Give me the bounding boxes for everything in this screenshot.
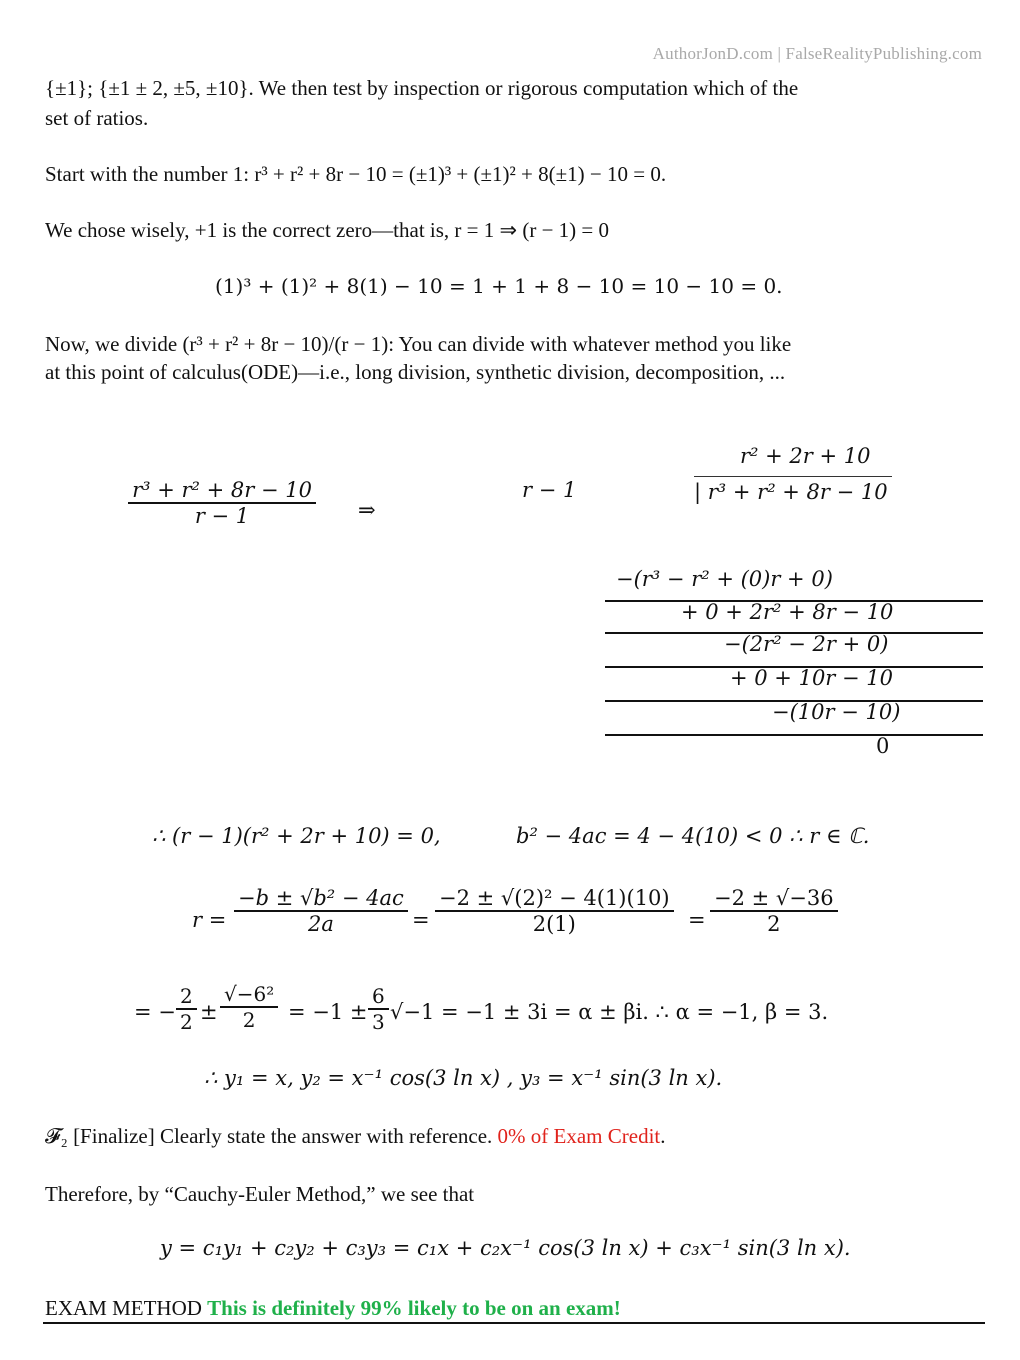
plus-minus: ± xyxy=(200,1000,218,1024)
division-step: + 0 + 2r² + 8r − 10 xyxy=(681,600,894,624)
frac-c-den: 3 xyxy=(372,1010,385,1034)
divide-line-1: Now, we divide (r³ + r² + 8r − 10)/(r − 1): You can divide with whatever method you like xyxy=(45,332,792,356)
division-fraction xyxy=(128,478,316,528)
quadratic-numerator-2: −2 ± √(2)² − 4(1)(10) xyxy=(435,886,674,912)
quadratic-numerator-3: −2 ± √−36 xyxy=(710,886,838,912)
frac-c-num: 6 xyxy=(368,984,389,1010)
page-header: AuthorJonD.com | FalseRealityPublishing.com xyxy=(652,44,982,63)
general-solution: y = c₁y₁ + c₂y₂ + c₃y₃ = c₁x + c₂x⁻¹ cos(3 ln x) + c₃x⁻¹ sin(3 ln x). xyxy=(160,1236,851,1260)
division-step: −(10r − 10) xyxy=(772,700,901,724)
division-step: −(2r² − 2r + 0) xyxy=(724,632,889,656)
frac-b-num: √−6² xyxy=(220,982,278,1008)
simplify-fraction-b xyxy=(220,982,278,1032)
exam-credit: 0% of Exam Credit xyxy=(497,1124,661,1148)
quotient-bar xyxy=(694,476,892,477)
quotient: r² + 2r + 10 xyxy=(740,444,871,468)
fraction-denominator: r − 1 xyxy=(194,504,250,528)
quadratic-fraction-1 xyxy=(234,886,408,936)
chose-line: We chose wisely, +1 is the correct zero—that is, r = 1 ⇒ (r − 1) = 0 xyxy=(45,218,610,242)
exam-method-footer xyxy=(45,1294,621,1322)
frac-b-den: 2 xyxy=(242,1008,256,1032)
simplify-lead: = − xyxy=(134,1000,176,1024)
simplify-mid: = −1 ± xyxy=(288,1000,368,1024)
simplify-fraction-c xyxy=(368,984,389,1034)
r-equals: r = xyxy=(192,908,227,932)
division-step: + 0 + 10r − 10 xyxy=(730,666,894,690)
frac-a-num: 2 xyxy=(176,984,197,1010)
start-line: Start with the number 1: r³ + r² + 8r − 10 = (±1)³ + (±1)² + 8(±1) − 10 = 0. xyxy=(45,162,667,186)
implies-arrow: ⇒ xyxy=(358,498,376,522)
intro-line-2: set of ratios. xyxy=(45,106,149,130)
discriminant: b² − 4ac = 4 − 4(10) < 0 ∴ r ∈ ℂ. xyxy=(516,824,870,848)
footer-rule xyxy=(43,1322,985,1324)
quadratic-numerator-1: −b ± √b² − 4ac xyxy=(234,886,408,912)
factored-equation: ∴ (r − 1)(r² + 2r + 10) = 0, xyxy=(152,824,441,848)
finalize-end: . xyxy=(660,1124,666,1148)
quadratic-denominator-2: 2(1) xyxy=(532,912,576,936)
divide-line-2: at this point of calculus(ODE)—i.e., long division, synthetic division, decomposition, ... xyxy=(45,360,786,384)
simplify-tail: √−1 = −1 ± 3i = α ± βi. ∴ α = −1, β = 3. xyxy=(390,1000,829,1024)
finalize-line xyxy=(45,1122,666,1150)
equals-sign: = xyxy=(688,908,706,932)
division-step: −(r³ − r² + (0)r + 0) xyxy=(616,567,833,591)
frac-a-den: 2 xyxy=(180,1010,193,1034)
dividend: | r³ + r² + 8r − 10 xyxy=(694,480,888,504)
fraction-numerator: r³ + r² + 8r − 10 xyxy=(128,478,316,504)
quadratic-denominator-1: 2a xyxy=(307,912,334,936)
quadratic-fraction-3 xyxy=(710,886,838,936)
finalize-label: 𝓕₂ [Finalize] Clearly state the answer with reference. xyxy=(45,1124,498,1148)
therefore-text: Therefore, by “Cauchy-Euler Method,” we see that xyxy=(45,1182,475,1206)
intro-line-1: {±1}; {±1 ± 2, ±5, ±10}. We then test by inspection or rigorous computation which of the xyxy=(45,76,799,100)
check-equation: (1)³ + (1)² + 8(1) − 10 = 1 + 1 + 8 − 10 = 10 − 10 = 0. xyxy=(215,274,783,298)
equals-sign: = xyxy=(412,908,430,932)
exam-note: This is definitely 99% likely to be on an exam! xyxy=(207,1296,621,1320)
division-remainder: 0 xyxy=(876,734,890,758)
exam-method-label: EXAM METHOD xyxy=(45,1296,208,1320)
division-rule xyxy=(605,734,983,736)
simplify-fraction-a xyxy=(176,984,197,1034)
quadratic-fraction-2 xyxy=(435,886,674,936)
solutions-line: ∴ y₁ = x, y₂ = x⁻¹ cos(3 ln x) , y₃ = x⁻¹ sin(3 ln x). xyxy=(204,1066,723,1090)
divisor: r − 1 xyxy=(522,478,577,502)
quadratic-denominator-3: 2 xyxy=(767,912,781,936)
